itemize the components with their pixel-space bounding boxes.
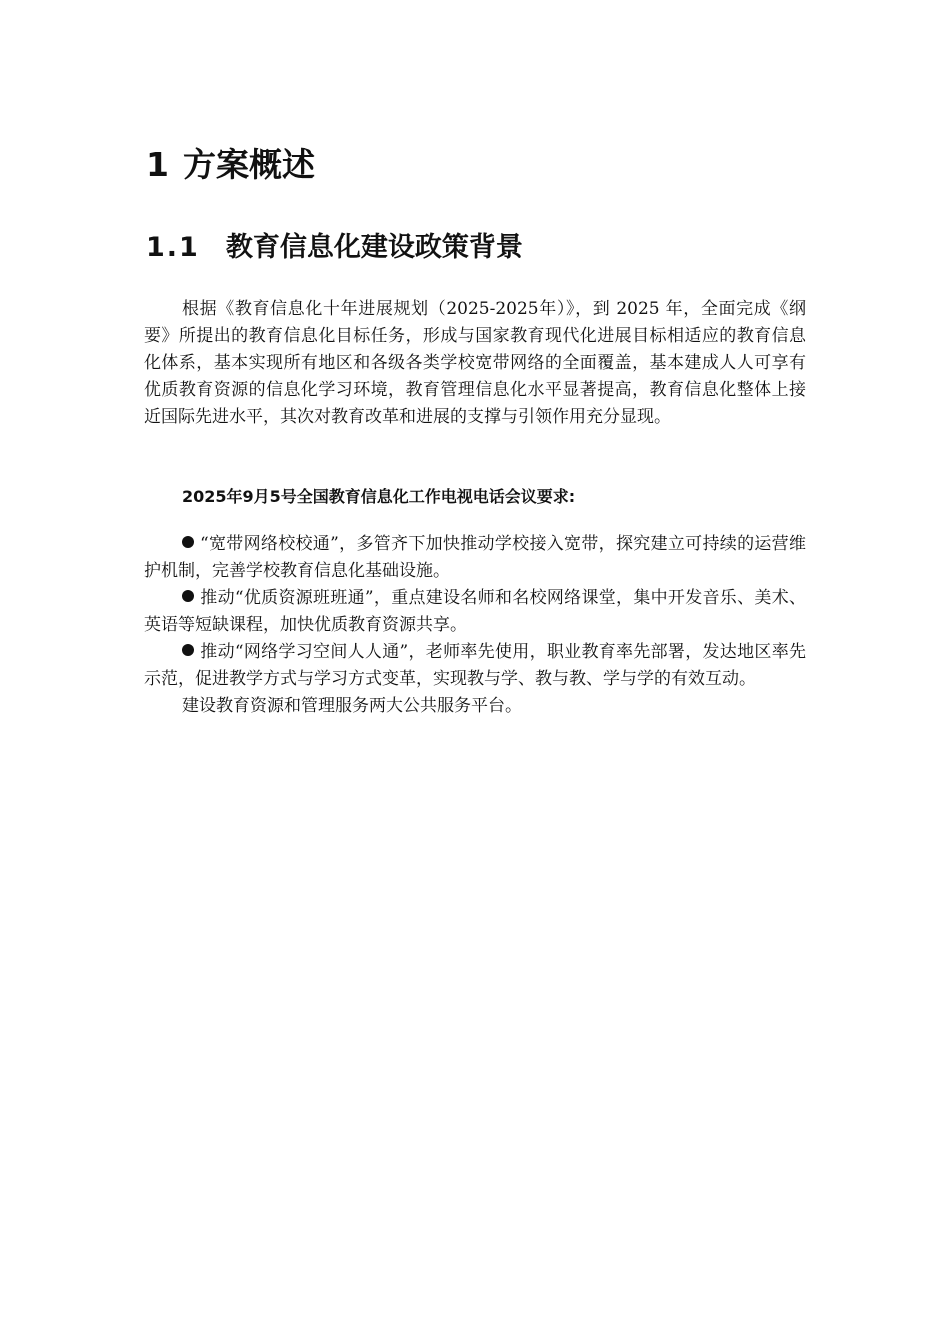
list-item	[144, 531, 806, 585]
bullet-icon	[182, 536, 194, 548]
requirements-list	[144, 531, 806, 720]
meeting-requirements-title: 2025年9月5号全国教育信息化工作电视电话会议要求:	[182, 487, 576, 506]
section-heading	[146, 142, 315, 188]
list-item-text: 推动“网络学习空间人人通”，老师率先使用，职业教育率先部署，发达地区率先示范，促进教学方式与学习方式变革，实现教与学、教与教、学与学的有效互动。	[144, 642, 806, 689]
section-title: 方案概述	[182, 145, 315, 184]
section-number: 1	[146, 145, 169, 184]
list-item	[144, 585, 806, 639]
bullet-icon	[182, 644, 194, 656]
closing-paragraph: 建设教育资源和管理服务两大公共服务平台。	[182, 696, 522, 716]
bullet-icon	[182, 590, 194, 602]
list-item-text: 推动“优质资源班班通”，重点建设名师和名校网络课堂，集中开发音乐、美术、英语等短缺课程，加快优质教育资源共享。	[144, 588, 806, 635]
subsection-number: 1.1	[146, 232, 200, 263]
subsection-heading	[146, 228, 523, 268]
list-item-text: “宽带网络校校通”，多管齐下加快推动学校接入宽带，探究建立可持续的运营维护机制，完善学校教育信息化基础设施。	[144, 534, 806, 581]
policy-paragraph: 根据《教育信息化十年进展规划（2025-2025年）》，到 2025 年，全面完成《纲要》所提出的教育信息化目标任务，形成与国家教育现代化进展目标相适应的教育信息化体系，基本实现所有地区和各级各类学校宽带网络的全面覆盖，基本建成人人可享有优质教育资源的信息化学习环境，教育管理信息化水平显著提高，教育信息化整体上接近国际先进水平，其次对教育改革和进展的支撑与引领作用充分显现。	[144, 299, 806, 427]
list-item	[144, 639, 806, 693]
policy-background-section	[144, 296, 806, 431]
subsection-title: 教育信息化建设政策背景	[225, 232, 523, 263]
